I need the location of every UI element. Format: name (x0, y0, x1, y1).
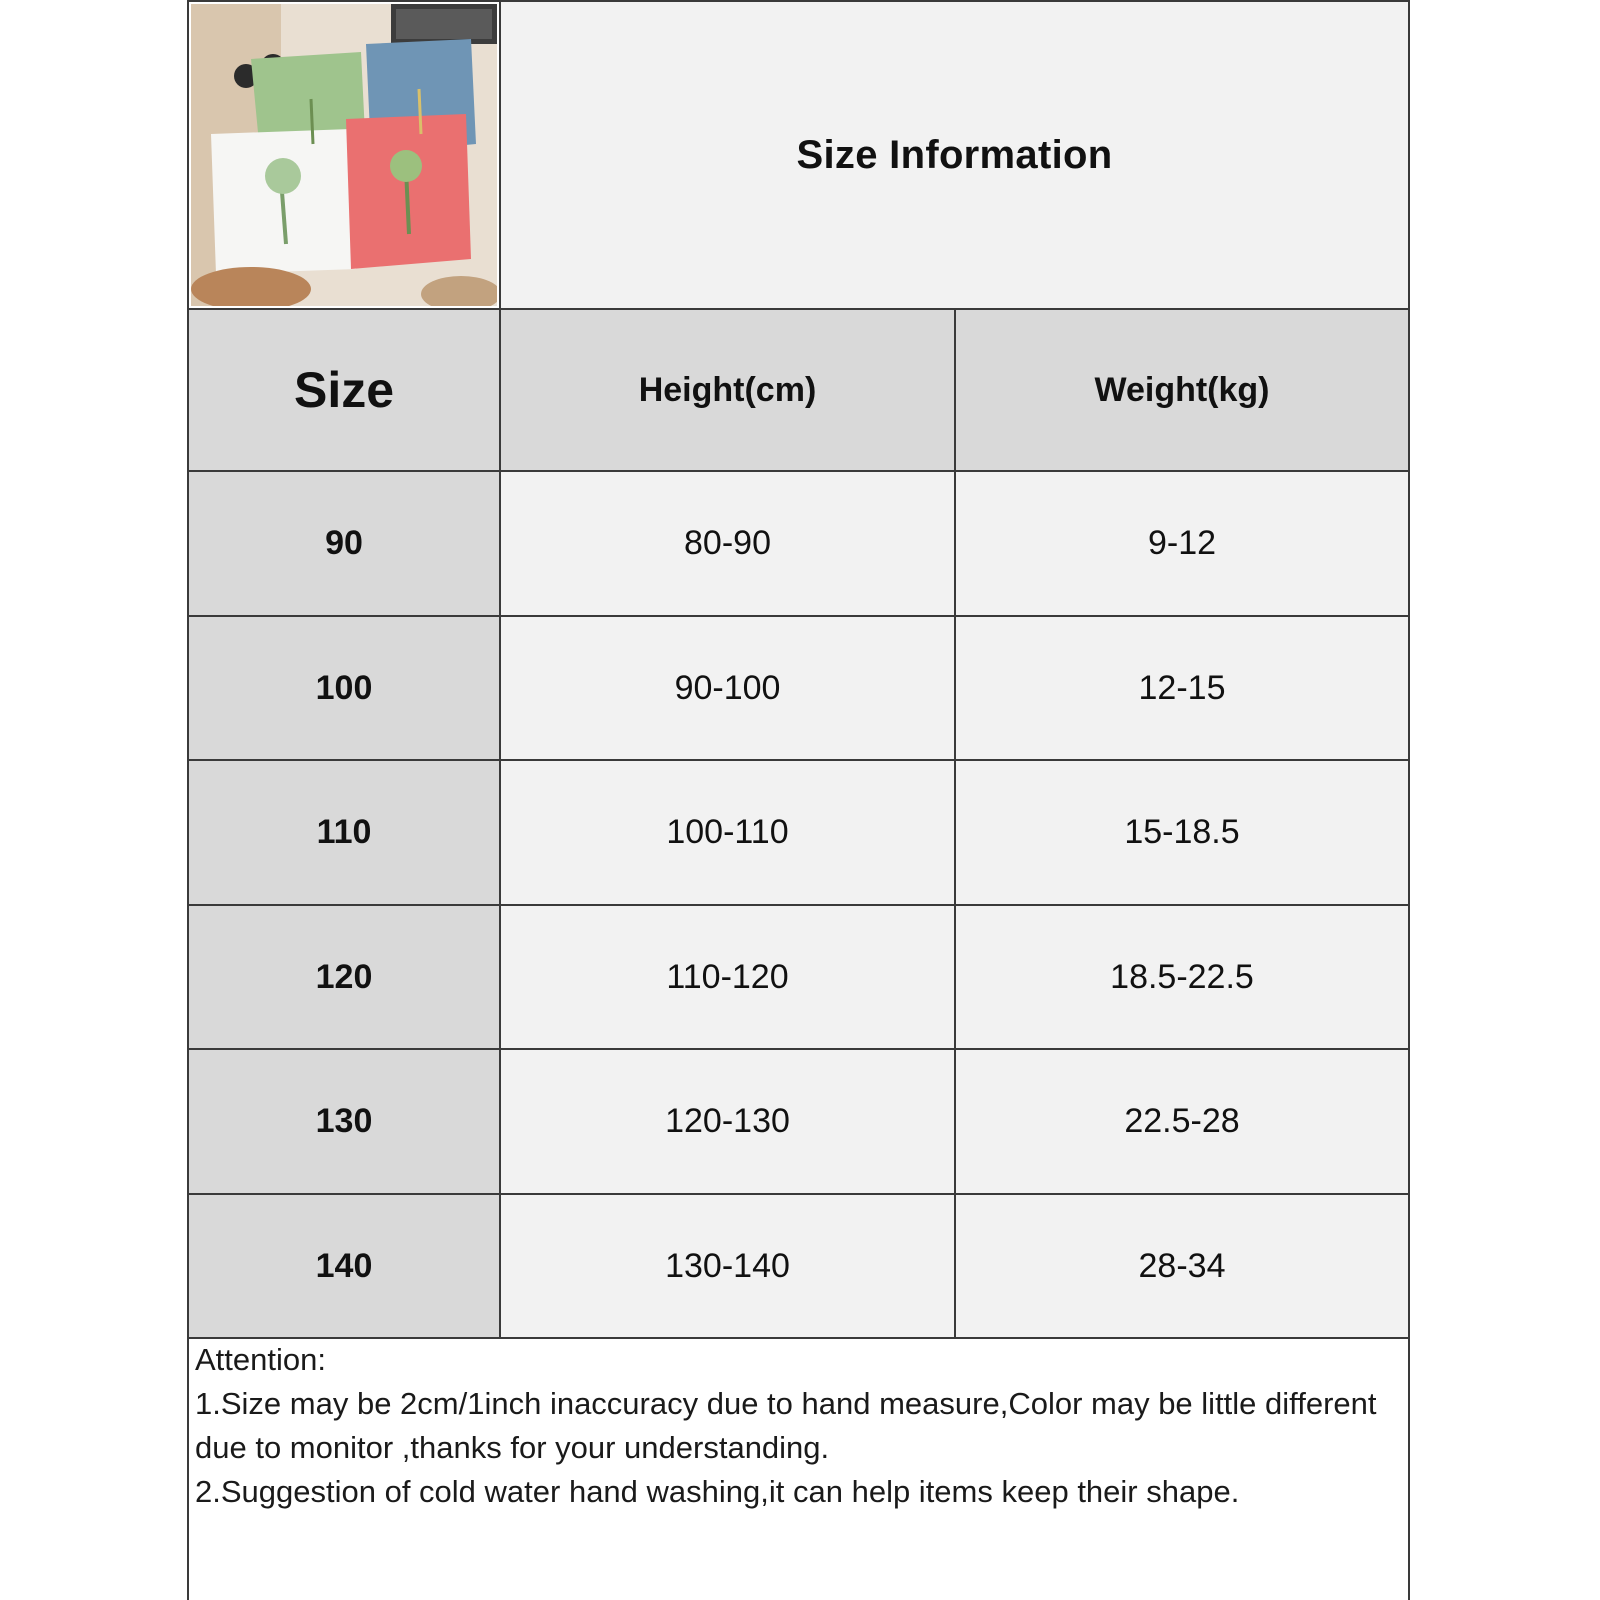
table-row-height-cell (501, 617, 954, 759)
divider (954, 310, 956, 1339)
table-row-weight-cell (956, 761, 1408, 904)
note-line-1: 1.Size may be 2cm/1inch inaccuracy due to hand measure,Color may be little different due to monitor ,thanks for your understanding. (195, 1386, 1377, 1465)
table-row-height-cell (501, 906, 954, 1048)
column-header-weight: Weight(kg) (1094, 370, 1270, 409)
weight-value: 18.5-22.5 (1110, 957, 1254, 996)
table-row-size-cell (189, 472, 499, 615)
weight-value: 22.5-28 (1124, 1102, 1240, 1140)
product-photo (191, 4, 497, 306)
table-row-size-cell (189, 1195, 499, 1337)
divider (189, 0, 1408, 2)
header-cell-weight (956, 310, 1408, 470)
size-value: 130 (315, 1102, 373, 1140)
header-cell-size (189, 310, 499, 470)
attention-notes (195, 1338, 1395, 1514)
height-value: 120-130 (665, 1102, 790, 1140)
table-row-size-cell (189, 617, 499, 759)
height-value: 110-120 (666, 957, 789, 996)
height-value: 130-140 (665, 1246, 790, 1285)
table-row-weight-cell (956, 1050, 1408, 1193)
height-value: 90-100 (674, 668, 781, 707)
height-value: 80-90 (684, 524, 771, 562)
weight-value: 12-15 (1138, 668, 1226, 707)
weight-value: 9-12 (1147, 524, 1217, 562)
product-photo-illustration (191, 4, 497, 306)
page-title: Size Information (796, 132, 1113, 177)
column-header-size: Size (293, 362, 395, 418)
table-row-weight-cell (956, 906, 1408, 1048)
note-line-2: 2.Suggestion of cold water hand washing,it can help items keep their shape. (195, 1474, 1240, 1509)
size-value: 110 (316, 813, 372, 851)
notes-heading: Attention: (195, 1342, 326, 1377)
size-value: 120 (315, 957, 373, 996)
column-header-height: Height(cm) (638, 370, 817, 409)
table-row-size-cell (189, 906, 499, 1048)
weight-value: 15-18.5 (1124, 813, 1240, 851)
table-row-height-cell (501, 1050, 954, 1193)
divider (499, 310, 501, 1339)
size-value: 100 (315, 668, 373, 707)
weight-value: 28-34 (1138, 1246, 1226, 1285)
table-row-size-cell (189, 761, 499, 904)
table-row-size-cell (189, 1050, 499, 1193)
size-chart (187, 0, 1410, 1600)
table-row-weight-cell (956, 472, 1408, 615)
table-row-height-cell (501, 761, 954, 904)
table-row-weight-cell (956, 617, 1408, 759)
table-row-height-cell (501, 1195, 954, 1337)
height-value: 100-110 (666, 813, 789, 851)
size-value: 90 (325, 524, 363, 562)
table-row-weight-cell (956, 1195, 1408, 1337)
size-value: 140 (315, 1246, 373, 1285)
header-cell-height (501, 310, 954, 470)
table-row-height-cell (501, 472, 954, 615)
title-cell (501, 2, 1408, 308)
